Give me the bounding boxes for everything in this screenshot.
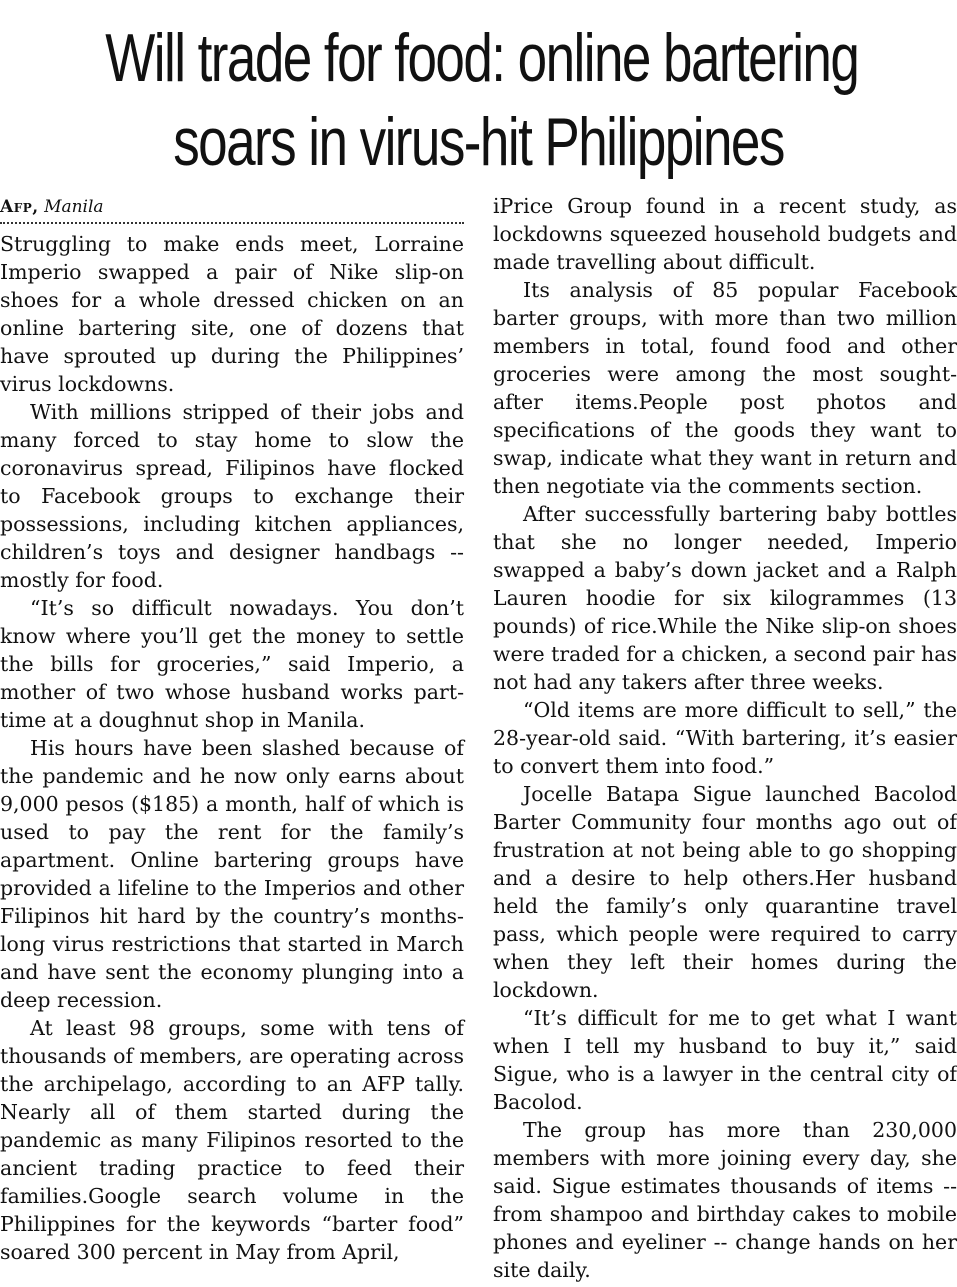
headline <box>105 16 859 184</box>
article-column-left <box>0 192 464 1266</box>
paragraph: The group has more than 230,000 members with more joining every day, she said. Sigue estimates thousands of items -- from shampoo and birthday cakes to mobile phones and eyeliner -- change hands on her site daily. <box>493 1118 957 1282</box>
paragraph: “It’s difficult for me to get what I want when I tell my husband to buy it,” said Sigue, who is a lawyer in the central city of Bacolod. <box>493 1006 957 1114</box>
headline-line-2: soars in virus-hit Philippines <box>173 104 784 180</box>
paragraph: “It’s so difficult nowadays. You don’t know where you’ll get the money to settle the bills for groceries,” said Imperio, a mother of two whose husband works part-time at a doughnut shop in Manila. <box>0 596 464 732</box>
byline <box>0 192 464 224</box>
paragraph: Its analysis of 85 popular Facebook barter groups, with more than two million members in total, found food and other groceries were among the most sought-after items.People post photos and specifications of the goods they want to swap, indicate what they want in return and then negotiate via the comments section. <box>493 278 957 498</box>
paragraph: His hours have been slashed because of the pandemic and he now only earns about 9,000 pesos ($185) a month, half of which is used to pay the rent for the family’s apartment. Online bartering groups have provided a lifeline to the Imperios and other Filipinos hit hard by the country’s months-long virus restrictions that started in March and have sent the economy plunging into a deep recession. <box>0 736 464 1012</box>
byline-location: Manila <box>44 197 104 217</box>
paragraph: “Old items are more difficult to sell,” the 28-year-old said. “With bartering, it’s easier to convert them into food.” <box>493 698 957 778</box>
paragraph: Jocelle Batapa Sigue launched Bacolod Barter Community four months ago out of frustration at not being able to go shopping and a desire to help others.Her husband held the family’s only quarantine travel pass, which people were required to carry when they left their homes during the lockdown. <box>493 782 957 1002</box>
headline-line-1: Will trade for food: online bartering <box>105 20 859 96</box>
paragraph: With millions stripped of their jobs and many forced to stay home to slow the coronavirus spread, Filipinos have flocked to Facebook groups to exchange their possessions, including kitchen appliances, children’s toys and designer handbags -- mostly for food. <box>0 400 464 592</box>
paragraph: After successfully bartering baby bottles that she no longer needed, Imperio swapped a baby’s down jacket and a Ralph Lauren hoodie for six kilogrammes (13 pounds) of rice.While the Nike slip-on shoes were traded for a chicken, a second pair has not had any takers after three weeks. <box>493 502 957 694</box>
paragraph: iPrice Group found in a recent study, as lockdowns squeezed household budgets and made travelling about difficult. <box>493 194 957 274</box>
article-column-right <box>493 192 957 1284</box>
paragraph: Struggling to make ends meet, Lorraine Imperio swapped a pair of Nike slip-on shoes for a whole dressed chicken on an online bartering site, one of dozens that have sprouted up during the Philippines’ virus lockdowns. <box>0 232 464 396</box>
byline-agency: Afp, <box>0 197 39 217</box>
paragraph: At least 98 groups, some with tens of thousands of members, are operating across the archipelago, according to an AFP tally. Nearly all of them started during the pandemic as many Filipinos resorted to the ancient trading practice to feed their families.Google search volume in the Philippines for the keywords “barter food” soared 300 percent in May from April, <box>0 1016 464 1264</box>
